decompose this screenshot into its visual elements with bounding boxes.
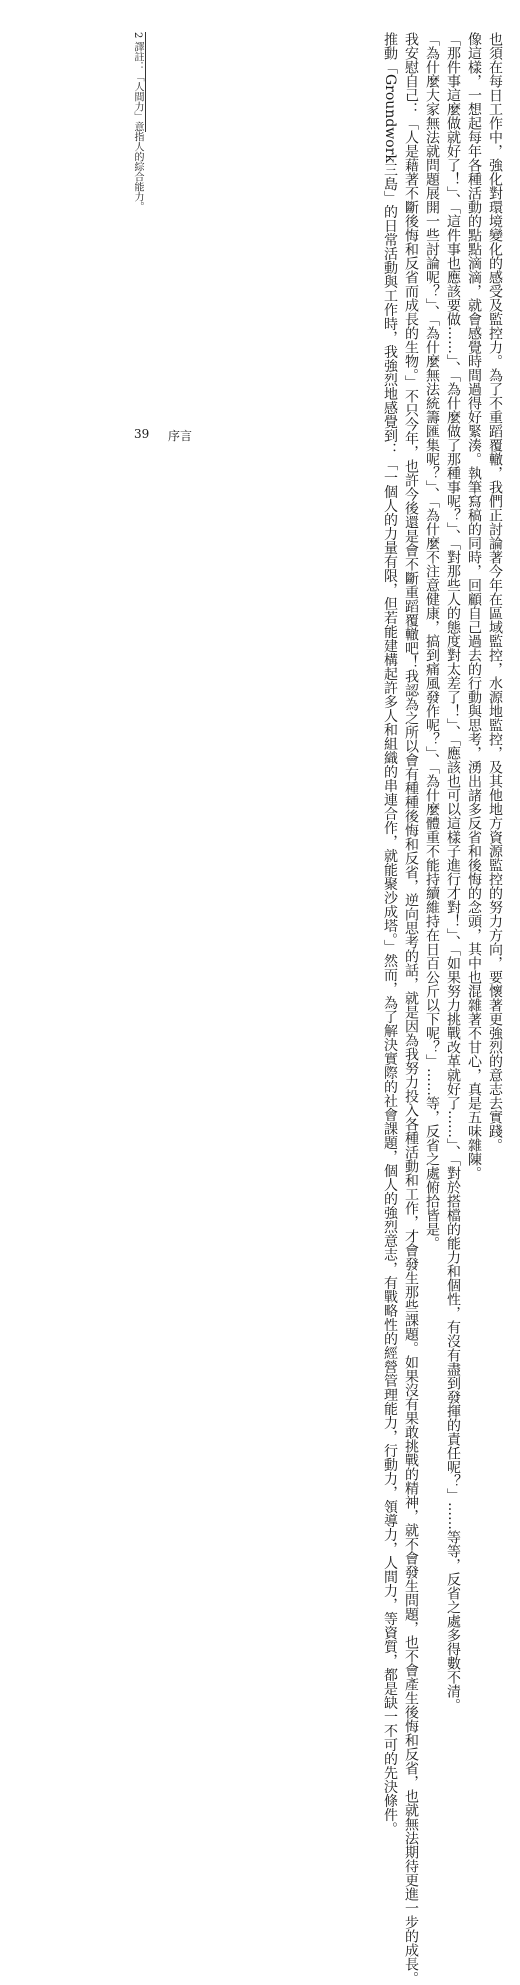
paragraph: 我安慰自己：「人是藉著不斷後悔和反省而成長的生物。」不只今年，也許今後還是會不斷重蹈覆轍吧！我認為之所以會有種種後悔和反省，逆向思考的話，就是因為我努力投入各種活動和工作，才會發生那些課題。如果沒有果敢挑戰的精神，就不會發生問題，也不會產生後悔和反省，也就無法期待更進一步的成長。 [403,32,419,1985]
paragraph: 像這樣，一想起每年各種活動的點點滴滴，就會感覺時間過得好緊湊。執筆寫稿的同時，回顧自己過去的行動與思考，湧出諸多反省和後悔的念頭，其中也混雜著不甘心，真是五味雜陳。 [466,32,482,1180]
footnote-divider [145,32,146,132]
footnote-text: 譯註：「人間力」意指人的綜合能力。 [132,41,143,212]
page-number: 39 [134,427,150,441]
paragraph: 「那件事這麼做就好了！」、「這件事也應該要做……」、「為什麼做了那種事呢？」、「對那些人的態度對太差了！」、「應該也可以這樣子進行才對！」、「如果努力挑戰改革就好了……」、「對於搭檔的能力和個性，有沒有盡到發揮的責任呢？」……等等，反省之處多得數不清。 [445,32,461,1712]
paragraph: 「為什麼大家無法就問題展開一些討論呢？」、「為什麼無法統籌匯集呢？」、「為什麼不注意健康，搞到痛風發作呢？」、「為什麼體重不能持續維持在日百公斤以下呢？」……等，反省之處俯拾皆是。 [424,32,440,1250]
footnote [120,32,144,232]
paragraph: 推動「Groundwork三島」的日常活動與工作時，我強烈地感覺到：「一個人的力量有限，但若能建構起許多人和組織的串連合作，就能聚沙成塔。」然而，為了解決實際的社會課題，個人的強烈意志，有戰略性的經營管理能力，行動力，領導力，人間力，等資質，都是缺一不可的先決條件。 [382,32,398,1836]
footnote-marker: 2 [132,32,143,39]
paragraph: 也須在每日工作中，強化對環境變化的感受及監控力。為了不重蹈覆轍，我們正討論著今年在區域監控，水源地監控，及其他地方資源監控的努力方向，要懷著更強烈的意志去實踐。 [487,32,503,1152]
section-title: 序言 [168,429,193,443]
